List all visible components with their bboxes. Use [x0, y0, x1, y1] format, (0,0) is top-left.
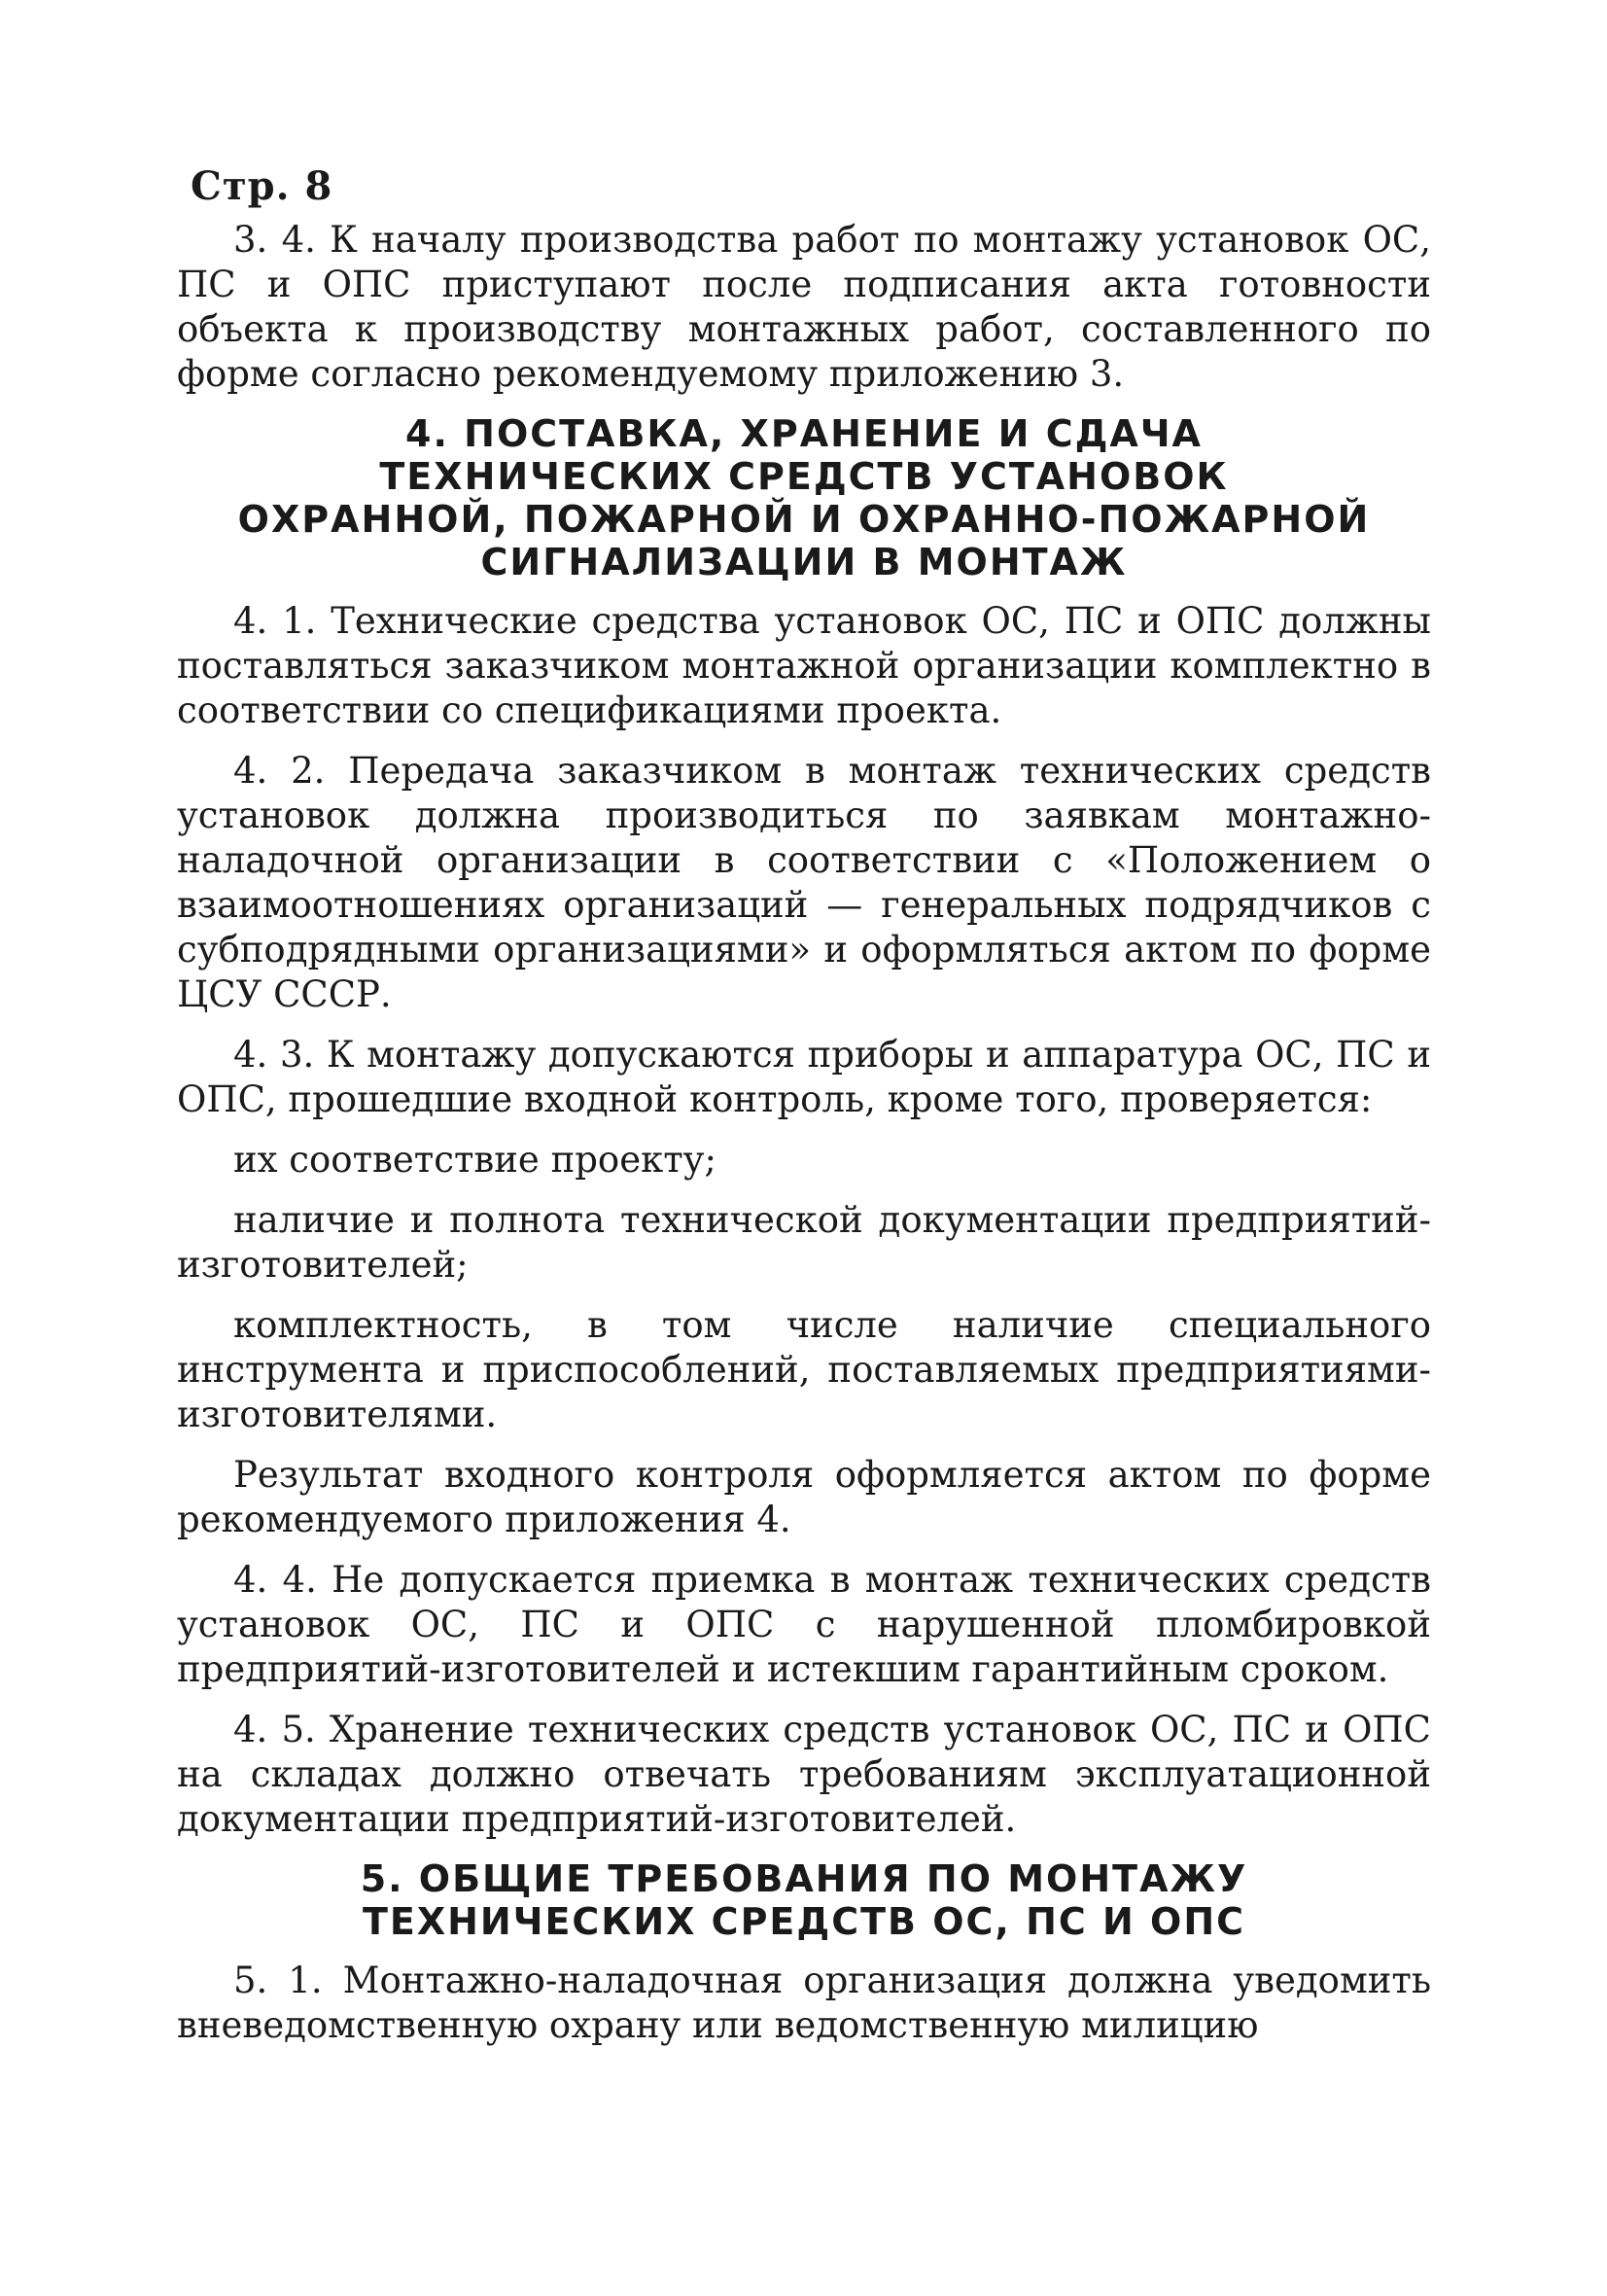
paragraph-4-5: 4. 5. Хранение технических средств установок ОС, ПС и ОПС на складах должно отвечать требованиям эксплуатационной документации предприятий-изготовителей. — [177, 1709, 1431, 1840]
section-4-heading-line: ТЕХНИЧЕСКИХ СРЕДСТВ УСТАНОВОК — [379, 455, 1229, 498]
list-item-documentation: наличие и полнота технической документации предприятий-изготовителей; — [177, 1199, 1431, 1286]
paragraph-4-1: 4. 1. Технические средства установок ОС, ПС и ОПС должны поставляться заказчиком монтажной организации комплектно в соответствии со спецификациями проекта. — [177, 600, 1431, 731]
paragraph-4-4: 4. 4. Не допускается приемка в монтаж технических средств установок ОС, ПС и ОПС с нарушенной пломбировкой предприятий-изготовителей и истекшим гарантийным сроком. — [177, 1559, 1431, 1690]
paragraph-5-1: 5. 1. Монтажно-наладочная организация должна уведомить вневедомственную охрану или ведомственную милицию — [177, 1960, 1431, 2046]
section-4-heading-line: 4. ПОСТАВКА, ХРАНЕНИЕ И СДАЧА — [405, 412, 1203, 455]
paragraph-4-3: 4. 3. К монтажу допускаются приборы и аппаратура ОС, ПС и ОПС, прошедшие входной контроль, кроме того, проверяется: — [177, 1034, 1431, 1120]
section-5-heading-line: ТЕХНИЧЕСКИХ СРЕДСТВ ОС, ПС И ОПС — [362, 1900, 1246, 1943]
page-number: Стр. 8 — [191, 163, 333, 209]
section-4-heading-line: ОХРАННОЙ, ПОЖАРНОЙ И ОХРАННО-ПОЖАРНОЙ — [237, 498, 1371, 541]
section-5-heading-line: 5. ОБЩИЕ ТРЕБОВАНИЯ ПО МОНТАЖУ — [360, 1857, 1248, 1900]
paragraph-4-2: 4. 2. Передача заказчиком в монтаж технических средств установок должна производиться по заявкам монтажно-наладочной организации в соответствии с «Положением о взаимоотношениях организаций — генеральных подрядчиков с субподрядными организациями» и оформляться актом по форме ЦСУ СССР. — [177, 750, 1431, 1015]
section-4-heading-line: СИГНАЛИЗАЦИИ В МОНТАЖ — [480, 541, 1128, 583]
text-column — [177, 218, 1431, 2064]
paragraph-inspection-result: Результат входного контроля оформляется актом по форме рекомендуемого приложения 4. — [177, 1454, 1431, 1540]
section-5-heading — [177, 1857, 1431, 1943]
section-4-heading — [177, 412, 1431, 583]
list-item-conformity: их соответствие проекту; — [233, 1139, 716, 1181]
list-item-completeness: комплектность, в том числе наличие специального инструмента и приспособлений, поставляемых предприятиями-изготовителями. — [177, 1304, 1431, 1435]
paragraph-3-4: 3. 4. К началу производства работ по монтажу установок ОС, ПС и ОПС приступают после подписания акта готовности объекта к производству монтажных работ, составленного по форме согласно рекомендуемому приложению 3. — [177, 219, 1431, 395]
